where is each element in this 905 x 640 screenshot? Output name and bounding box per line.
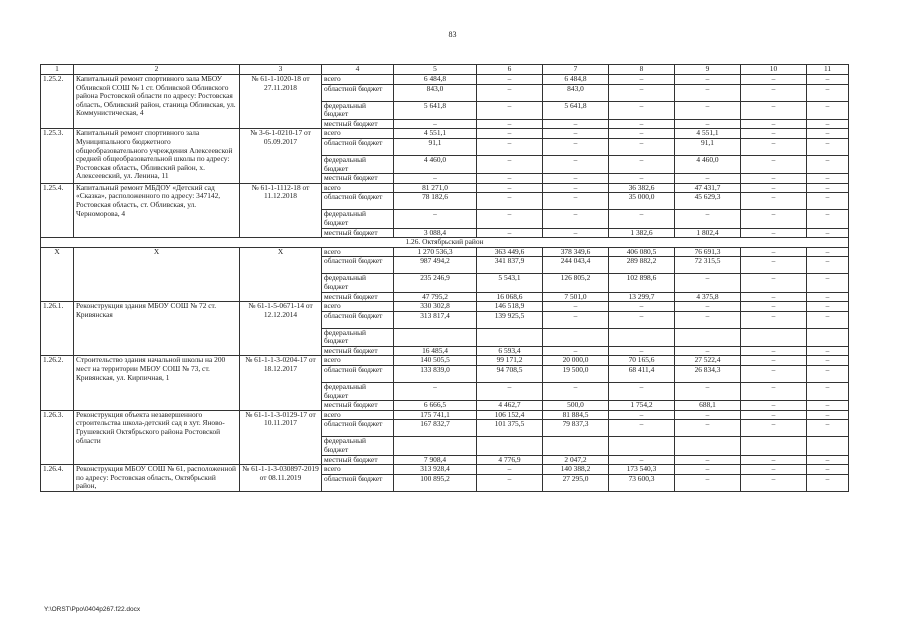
item-number: 1.25.2. [41, 75, 74, 129]
amount-cell [807, 328, 849, 346]
funding-source: местный бюджет [322, 228, 394, 238]
page-number: 83 [448, 30, 457, 39]
amount-cell: 27 295,0 [543, 474, 609, 491]
amount-cell: – [741, 356, 807, 366]
amount-cell: – [477, 228, 543, 238]
amount-cell: – [807, 474, 849, 491]
amount-cell: – [543, 346, 609, 356]
amount-cell: – [807, 356, 849, 366]
item-number: 1.26.1. [41, 302, 74, 356]
funding-source: федеральный бюджет [322, 155, 394, 173]
funding-source: местный бюджет [322, 119, 394, 129]
amount-cell: – [609, 346, 675, 356]
amount-cell: – [741, 228, 807, 238]
amount-cell: 7 908,4 [394, 455, 477, 465]
amount-cell: – [609, 174, 675, 184]
amount-cell: – [543, 129, 609, 139]
funding-source: всего [322, 183, 394, 193]
funding-source: федеральный бюджет [322, 437, 394, 455]
column-number: 4 [322, 65, 394, 75]
funding-source: областной бюджет [322, 366, 394, 383]
amount-cell: – [609, 420, 675, 437]
amount-cell: – [609, 155, 675, 173]
amount-cell [609, 328, 675, 346]
item-number: X [41, 247, 74, 301]
amount-cell: – [741, 302, 807, 312]
amount-cell: – [807, 346, 849, 356]
amount-cell: 91,1 [675, 138, 741, 155]
amount-cell: 4 460,0 [394, 155, 477, 173]
amount-cell: 173 540,3 [609, 465, 675, 475]
document-number: № 61-1-1-3-0129-17 от 10.11.2017 [240, 410, 322, 464]
amount-cell: 140 388,2 [543, 465, 609, 475]
table-row [41, 183, 849, 193]
funding-source: областной бюджет [322, 311, 394, 328]
amount-cell: – [675, 84, 741, 101]
amount-cell [741, 328, 807, 346]
object-name: Реконструкция здания МБОУ СОШ № 72 ст. Кривянская [74, 302, 240, 356]
amount-cell: – [543, 138, 609, 155]
amount-cell: 1 382,6 [609, 228, 675, 238]
amount-cell: 100 895,2 [394, 474, 477, 491]
amount-cell: – [741, 292, 807, 302]
amount-cell: – [609, 383, 675, 401]
amount-cell: – [477, 129, 543, 139]
amount-cell: 79 837,3 [543, 420, 609, 437]
amount-cell: 70 165,6 [609, 356, 675, 366]
amount-cell: 843,0 [394, 84, 477, 101]
amount-cell: – [807, 84, 849, 101]
table-row [41, 302, 849, 312]
amount-cell: – [807, 228, 849, 238]
amount-cell: – [477, 101, 543, 119]
amount-cell: – [543, 155, 609, 173]
amount-cell: – [675, 346, 741, 356]
amount-cell: – [609, 75, 675, 85]
amount-cell: 76 691,3 [675, 247, 741, 257]
column-number: 9 [675, 65, 741, 75]
amount-cell: – [741, 366, 807, 383]
funding-source: местный бюджет [322, 401, 394, 411]
amount-cell: – [807, 119, 849, 129]
amount-cell: – [394, 119, 477, 129]
funding-source: всего [322, 129, 394, 139]
funding-source: всего [322, 465, 394, 475]
table-row [41, 247, 849, 257]
amount-cell: – [741, 274, 807, 292]
amount-cell: – [807, 410, 849, 420]
amount-cell: – [477, 465, 543, 475]
amount-cell: – [807, 302, 849, 312]
amount-cell [543, 437, 609, 455]
amount-cell: 13 299,7 [609, 292, 675, 302]
amount-cell: 91,1 [394, 138, 477, 155]
funding-source: федеральный бюджет [322, 274, 394, 292]
section-row [41, 238, 849, 248]
amount-cell: – [741, 155, 807, 173]
amount-cell: – [543, 383, 609, 401]
amount-cell: – [675, 465, 741, 475]
amount-cell: 47 795,2 [394, 292, 477, 302]
amount-cell [543, 328, 609, 346]
amount-cell: – [675, 302, 741, 312]
amount-cell [477, 328, 543, 346]
table-row [41, 129, 849, 139]
amount-cell: 6 666,5 [394, 401, 477, 411]
document-number: № 3-6-1-0210-17 от 05.09.2017 [240, 129, 322, 183]
amount-cell: – [807, 183, 849, 193]
amount-cell: 289 882,2 [609, 257, 675, 274]
amount-cell: 78 182,6 [394, 193, 477, 210]
amount-cell: – [477, 75, 543, 85]
amount-cell: – [807, 210, 849, 228]
funding-source: областной бюджет [322, 257, 394, 274]
amount-cell: 406 080,5 [609, 247, 675, 257]
amount-cell: – [807, 257, 849, 274]
amount-cell: 102 898,6 [609, 274, 675, 292]
amount-cell: – [609, 410, 675, 420]
amount-cell [609, 437, 675, 455]
amount-cell: – [807, 292, 849, 302]
funding-source: местный бюджет [322, 346, 394, 356]
amount-cell: – [543, 193, 609, 210]
amount-cell: – [609, 455, 675, 465]
amount-cell: 5 641,8 [543, 101, 609, 119]
amount-cell: 175 741,1 [394, 410, 477, 420]
amount-cell: – [807, 138, 849, 155]
funding-source: федеральный бюджет [322, 210, 394, 228]
amount-cell: – [741, 210, 807, 228]
amount-cell: 378 349,6 [543, 247, 609, 257]
amount-cell: – [807, 193, 849, 210]
funding-source: областной бюджет [322, 474, 394, 491]
amount-cell: – [543, 302, 609, 312]
amount-cell: 6 484,8 [394, 75, 477, 85]
funding-source: всего [322, 410, 394, 420]
amount-cell: 73 600,3 [609, 474, 675, 491]
column-number: 6 [477, 65, 543, 75]
amount-cell: – [477, 119, 543, 129]
amount-cell: – [807, 155, 849, 173]
object-name: Реконструкция МБОУ СОШ № 61, расположенной по адресу: Ростовская область, Октябрьский район, [74, 465, 240, 492]
amount-cell: – [741, 346, 807, 356]
item-number: 1.26.2. [41, 356, 74, 410]
amount-cell: – [807, 101, 849, 119]
amount-cell: 1 754,2 [609, 401, 675, 411]
funding-source: всего [322, 75, 394, 85]
amount-cell: – [741, 401, 807, 411]
amount-cell: – [609, 138, 675, 155]
column-number: 7 [543, 65, 609, 75]
amount-cell: – [741, 183, 807, 193]
amount-cell: 36 382,6 [609, 183, 675, 193]
amount-cell: – [741, 174, 807, 184]
object-name: Строительство здания начальной школы на 200 мест на территории МБОУ СОШ № 73, ст. Кривянская, ул. Кирпичная, 1 [74, 356, 240, 410]
funding-source: всего [322, 302, 394, 312]
amount-cell [807, 437, 849, 455]
amount-cell: 5 543,1 [477, 274, 543, 292]
funding-source: областной бюджет [322, 193, 394, 210]
amount-cell: – [477, 210, 543, 228]
amount-cell: – [807, 129, 849, 139]
funding-source: федеральный бюджет [322, 101, 394, 119]
amount-cell: – [477, 155, 543, 173]
document-number: № 61-1-1-3-0204-17 от 18.12.2017 [240, 356, 322, 410]
amount-cell: – [741, 75, 807, 85]
amount-cell: 146 518,9 [477, 302, 543, 312]
amount-cell: – [807, 274, 849, 292]
amount-cell: – [394, 383, 477, 401]
amount-cell: – [741, 420, 807, 437]
amount-cell: – [675, 410, 741, 420]
amount-cell: 16 068,6 [477, 292, 543, 302]
amount-cell [741, 437, 807, 455]
amount-cell: – [741, 193, 807, 210]
column-number: 10 [741, 65, 807, 75]
amount-cell: – [807, 311, 849, 328]
amount-cell: – [807, 75, 849, 85]
amount-cell: – [477, 84, 543, 101]
amount-cell: 500,0 [543, 401, 609, 411]
amount-cell: – [675, 75, 741, 85]
amount-cell: 4 776,9 [477, 455, 543, 465]
column-number: 11 [807, 65, 849, 75]
document-number: № 61-1-1020-18 от 27.11.2018 [240, 75, 322, 129]
amount-cell: 167 832,7 [394, 420, 477, 437]
item-number: 1.26.4. [41, 465, 74, 492]
amount-cell: 4 375,8 [675, 292, 741, 302]
amount-cell: 1 802,4 [675, 228, 741, 238]
amount-cell: – [609, 129, 675, 139]
column-number: 2 [74, 65, 240, 75]
amount-cell: – [807, 383, 849, 401]
amount-cell: 4 551,1 [394, 129, 477, 139]
amount-cell: – [477, 474, 543, 491]
amount-cell: – [477, 174, 543, 184]
amount-cell: 20 000,0 [543, 356, 609, 366]
amount-cell: – [543, 119, 609, 129]
amount-cell: 72 315,5 [675, 257, 741, 274]
funding-source: местный бюджет [322, 455, 394, 465]
document-number: № 61-1-1112-18 от 11.12.2018 [240, 183, 322, 237]
amount-cell: 26 834,3 [675, 366, 741, 383]
amount-cell: – [741, 410, 807, 420]
amount-cell: 235 246,9 [394, 274, 477, 292]
amount-cell: 843,0 [543, 84, 609, 101]
column-number: 1 [41, 65, 74, 75]
document-number: № 61-1-5-0671-14 от 12.12.2014 [240, 302, 322, 356]
amount-cell: 45 629,3 [675, 193, 741, 210]
amount-cell: 1 270 536,3 [394, 247, 477, 257]
section-title: 1.26. Октябрьский район [41, 238, 849, 248]
amount-cell: 35 000,0 [609, 193, 675, 210]
amount-cell [675, 437, 741, 455]
amount-cell: 68 411,4 [609, 366, 675, 383]
amount-cell: – [477, 138, 543, 155]
amount-cell: 244 043,4 [543, 257, 609, 274]
object-name: X [74, 247, 240, 301]
amount-cell: – [741, 101, 807, 119]
column-number: 3 [240, 65, 322, 75]
amount-cell: 987 494,2 [394, 257, 477, 274]
funding-source: федеральный бюджет [322, 328, 394, 346]
amount-cell: – [741, 474, 807, 491]
amount-cell [477, 437, 543, 455]
amount-cell: – [543, 210, 609, 228]
amount-cell: 688,1 [675, 401, 741, 411]
amount-cell: – [477, 383, 543, 401]
amount-cell: – [394, 210, 477, 228]
amount-cell: – [543, 183, 609, 193]
amount-cell: – [609, 311, 675, 328]
amount-cell: 4 462,7 [477, 401, 543, 411]
amount-cell: 4 460,0 [675, 155, 741, 173]
amount-cell: – [741, 119, 807, 129]
funding-source: областной бюджет [322, 84, 394, 101]
funding-source: областной бюджет [322, 138, 394, 155]
amount-cell: – [543, 174, 609, 184]
amount-cell: – [609, 210, 675, 228]
amount-cell: – [477, 183, 543, 193]
column-number-row [41, 65, 849, 75]
amount-cell: – [675, 474, 741, 491]
object-name: Капитальный ремонт спортивного зала МБОУ Обливской СОШ № 1 ст. Обливской Обливского района Ростовской области по адресу: Ростовская область, Обливский район, станица Обливская, ул. Коммунистическая, 4 [74, 75, 240, 129]
amount-cell: 106 152,4 [477, 410, 543, 420]
amount-cell: – [675, 455, 741, 465]
amount-cell: 140 505,5 [394, 356, 477, 366]
amount-cell: – [477, 193, 543, 210]
funding-source: местный бюджет [322, 292, 394, 302]
amount-cell: – [675, 420, 741, 437]
table-row [41, 356, 849, 366]
amount-cell: – [609, 302, 675, 312]
column-number: 5 [394, 65, 477, 75]
object-name: Капитальный ремонт спортивного зала Муниципального бюджетного общеобразовательного учреждения Алексеевской средней общеобразовательной школы по адресу: Ростовская область, Обливский район, х. Алексеевский, ул. Ленина, 11 [74, 129, 240, 183]
amount-cell: 27 522,4 [675, 356, 741, 366]
amount-cell: – [741, 465, 807, 475]
item-number: 1.25.4. [41, 183, 74, 237]
amount-cell: – [741, 455, 807, 465]
amount-cell: 7 501,0 [543, 292, 609, 302]
amount-cell: – [609, 84, 675, 101]
amount-cell: 16 485,4 [394, 346, 477, 356]
amount-cell: 313 817,4 [394, 311, 477, 328]
item-number: 1.26.3. [41, 410, 74, 464]
amount-cell: – [807, 401, 849, 411]
amount-cell: 99 171,2 [477, 356, 543, 366]
table-row [41, 75, 849, 85]
amount-cell: 81 271,0 [394, 183, 477, 193]
amount-cell [675, 328, 741, 346]
amount-cell: – [675, 210, 741, 228]
amount-cell: 19 500,0 [543, 366, 609, 383]
amount-cell: – [394, 174, 477, 184]
amount-cell: – [543, 228, 609, 238]
amount-cell: 81 884,5 [543, 410, 609, 420]
amount-cell: 6 593,4 [477, 346, 543, 356]
amount-cell: – [807, 455, 849, 465]
item-number: 1.25.3. [41, 129, 74, 183]
amount-cell: – [675, 119, 741, 129]
funding-source: местный бюджет [322, 174, 394, 184]
amount-cell: – [807, 465, 849, 475]
amount-cell: 6 484,8 [543, 75, 609, 85]
amount-cell: – [741, 84, 807, 101]
amount-cell: – [741, 257, 807, 274]
column-number: 8 [609, 65, 675, 75]
amount-cell: 313 928,4 [394, 465, 477, 475]
amount-cell: 3 088,4 [394, 228, 477, 238]
amount-cell: – [609, 101, 675, 119]
amount-cell: – [609, 119, 675, 129]
object-name: Капитальный ремонт МБДОУ «Детский сад «Сказка», расположенного по адресу: 347142, Ростовская область, ст. Обливская, ул. Черноморова, 4 [74, 183, 240, 237]
amount-cell: – [741, 138, 807, 155]
document-number: X [240, 247, 322, 301]
amount-cell: 330 302,8 [394, 302, 477, 312]
amount-cell: 341 837,9 [477, 257, 543, 274]
amount-cell [394, 328, 477, 346]
budget-table [40, 64, 849, 492]
amount-cell: – [807, 366, 849, 383]
file-path-footer: Y:\ORST\Ppo\0404p267.f22.docx [44, 606, 141, 613]
amount-cell: – [741, 383, 807, 401]
amount-cell: – [675, 383, 741, 401]
amount-cell: 101 375,5 [477, 420, 543, 437]
funding-source: всего [322, 356, 394, 366]
amount-cell: 2 047,2 [543, 455, 609, 465]
amount-cell: – [675, 274, 741, 292]
amount-cell: – [807, 420, 849, 437]
amount-cell: – [807, 174, 849, 184]
amount-cell: 126 805,2 [543, 274, 609, 292]
funding-source: всего [322, 247, 394, 257]
funding-source: федеральный бюджет [322, 383, 394, 401]
amount-cell: – [741, 311, 807, 328]
document-number: № 61-1-1-3-030897-2019 от 08.11.2019 [240, 465, 322, 492]
table-row [41, 410, 849, 420]
funding-source: областной бюджет [322, 420, 394, 437]
amount-cell: – [741, 247, 807, 257]
amount-cell: – [807, 247, 849, 257]
amount-cell: – [543, 311, 609, 328]
amount-cell: 47 431,7 [675, 183, 741, 193]
amount-cell: 133 839,0 [394, 366, 477, 383]
amount-cell: 139 925,5 [477, 311, 543, 328]
amount-cell: – [675, 311, 741, 328]
amount-cell: – [675, 174, 741, 184]
amount-cell: 4 551,1 [675, 129, 741, 139]
amount-cell: – [675, 101, 741, 119]
amount-cell [394, 437, 477, 455]
amount-cell: 5 641,8 [394, 101, 477, 119]
amount-cell: 363 449,6 [477, 247, 543, 257]
object-name: Реконструкция объекта незавершенного строительства школа-детский сад в хут. Яново-Грушевский Октябрьского района Ростовской области [74, 410, 240, 464]
table-row [41, 465, 849, 475]
amount-cell: 94 708,5 [477, 366, 543, 383]
amount-cell: – [741, 129, 807, 139]
